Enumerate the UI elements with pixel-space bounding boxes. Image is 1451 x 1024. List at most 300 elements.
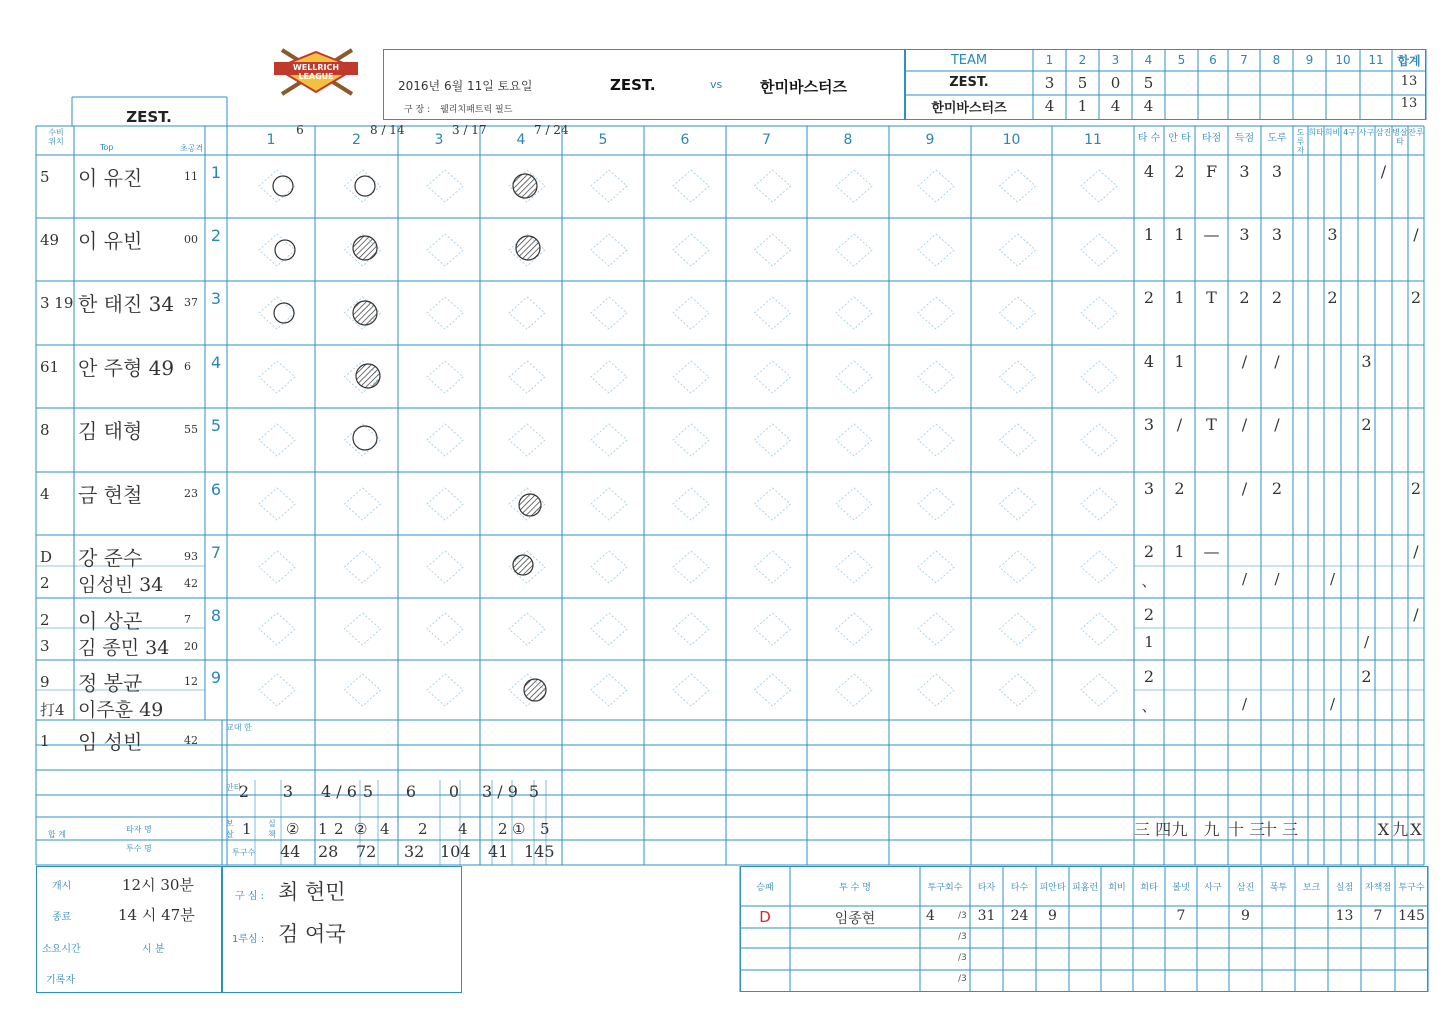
total-walk-error: 2 [498,820,508,838]
sub-player-stat: 1 [1144,633,1154,651]
player-stat: 1 [1174,542,1185,561]
total-pitches: 104 [440,842,471,861]
base-diamond [345,424,381,456]
base-diamond [259,613,295,645]
base-diamond [1000,234,1036,266]
player-stat: 2 [1271,288,1283,307]
total-pitches: 44 [280,842,301,861]
sheet-top-label: Top [100,143,114,152]
base-diamond [591,551,627,583]
base-diamond [1081,613,1117,645]
base-diamond [918,234,954,266]
base-diamond [673,613,709,645]
player-stat: F [1205,162,1218,181]
base-diamond [836,551,872,583]
player-stat: 2 [1239,288,1250,307]
base-diamond [345,613,381,645]
player-stat: T [1206,415,1217,434]
player-name: 이 상곤 [78,609,143,633]
player-stat: / [1274,415,1280,434]
player-stat: 2 [1361,667,1372,686]
player-stat: 3 [1271,225,1283,244]
total-hits: 3 / 9 [482,782,518,801]
line-score-cell: 5 [1077,74,1088,92]
stat-total: 三 四 [1134,820,1172,839]
sub-player-stat: / [1241,695,1248,713]
base-diamond [836,613,872,645]
sub-player-name: 이주훈 49 [78,699,164,721]
stat-total: 十 三 [1228,820,1266,839]
inning-header-3: 3 [434,132,444,148]
pitching-header: 사구 [1204,883,1222,893]
base-diamond [427,674,463,706]
player-stat: / [1413,225,1419,244]
player-stat: 1 [1143,225,1155,244]
line-score-cell: 4 [1143,97,1154,115]
inning-header-note: 7 / 24 [534,123,569,137]
pitching-runs: 13 [1335,908,1354,924]
base-diamond [427,361,463,393]
total-pitches: 28 [318,842,339,861]
batting-order: 7 [210,543,222,562]
player-name: 이 유빈 [78,229,143,253]
player-stat: / [1413,542,1419,561]
line-score-inning-7: 7 [1240,53,1248,67]
player-stat: 3 [1239,162,1250,181]
pitching-header: 볼넷 [1172,883,1190,893]
player-stat: 4 [1143,352,1155,371]
pitching-header: 희비 [1108,883,1126,893]
player-stat: 1 [1174,225,1185,244]
player-number: 12 [184,675,198,688]
total-walk-error: 2 [334,820,344,838]
base-diamond [259,674,295,706]
base-diamond [591,613,627,645]
player-number: 42 [184,734,198,747]
base-diamond [1000,361,1036,393]
line-score-inning-11: 11 [1368,53,1384,67]
total-pitches: 72 [356,842,377,861]
stat-total: 九 [1392,820,1409,839]
total-hits: 4 / 6 [321,782,357,801]
line-score-row-1-team: ZEST. [949,75,989,90]
stadium-name: 웰리치패트릭 필드 [440,105,513,115]
base-diamond [918,551,954,583]
inning-header-6: 6 [680,132,690,148]
home-team: ZEST. [610,76,656,94]
base-diamond [836,488,872,520]
pitching-innings-fraction: /3 [958,911,967,921]
line-score-team-label: TEAM [950,53,988,68]
player-number: 93 [184,550,198,563]
base-diamond [427,613,463,645]
stat-header: 희비 [1324,128,1341,137]
run-mark [274,303,294,323]
base-diamond [509,297,545,329]
duration-value: 시 분 [142,944,165,955]
player-pos: 3 19 [40,294,74,312]
base-diamond [755,234,791,266]
base-diamond [673,234,709,266]
base-diamond [259,551,295,583]
run-mark [356,364,380,388]
sub-player-name: 임성빈 34 [78,574,164,596]
player-stat: 2 [1327,288,1338,307]
base-diamond [427,297,463,329]
base-diamond [755,170,791,202]
player-stat: 3 [1271,162,1283,181]
base-diamond [259,488,295,520]
inning-header-4: 4 [516,132,526,148]
base-diamond [836,170,872,202]
player-stat: 4 [1143,162,1155,181]
base-diamond [755,551,791,583]
total-hits: 0 [448,782,460,801]
pitching-innings: 4 [926,908,935,924]
base-umpire-name: 검 여국 [278,922,346,946]
base-diamond [591,234,627,266]
pitching-header: 승패 [756,883,774,893]
run-mark [273,176,293,196]
total-hits: 3 [282,782,294,801]
sub-player-pos: 打4 [40,701,65,719]
total-hits: 5 [362,782,374,801]
player-number: 55 [184,423,198,436]
base-diamond [1081,297,1117,329]
base-diamond [673,551,709,583]
inning-header-2: 2 [352,132,361,148]
base-diamond [509,424,545,456]
player-stat: 3 [1143,479,1155,498]
player-stat: 3 [1361,352,1372,371]
player-name: 한 태진 34 [78,292,175,316]
base-diamond [1000,613,1036,645]
base-diamond [427,170,463,202]
player-stat: 2 [1410,288,1422,307]
total-hits: 5 [528,782,540,801]
player-pos: 5 [40,168,50,186]
base-diamond [427,424,463,456]
base-diamond [673,674,709,706]
player-stat: 2 [1410,479,1422,498]
sub-player-stat: / [1329,695,1336,713]
line-score-cell: 0 [1110,74,1121,92]
player-stat: 1 [1174,352,1185,371]
player-number: 11 [184,170,198,183]
base-diamond [259,170,295,202]
away-team: 한미바스터즈 [760,78,847,96]
sub-player-stat: 、 [1141,697,1157,715]
batting-order: 6 [210,480,222,499]
inning-header-note: 8 / 14 [370,123,405,137]
inning-header-1: 1 [266,132,276,148]
totals-errors-label: 실책 [268,819,276,839]
player-name: 김 태형 [78,419,143,443]
batting-order: 4 [210,353,222,372]
base-diamond [836,424,872,456]
line-score-inning-8: 8 [1272,53,1281,67]
player-stat: 2 [1143,288,1155,307]
batting-order: 5 [210,416,222,435]
stat-header: 타점 [1201,133,1222,144]
pitching-header: 보크 [1302,883,1321,893]
base-diamond [836,361,872,393]
sub-player-stat: / [1329,570,1336,588]
stat-header: 타 수 [1137,133,1161,144]
base-diamond [673,361,709,393]
sheet-opp-label: 초공격 [180,144,204,153]
player-stat: / [1413,605,1419,624]
sub-player-stat: / [1274,570,1280,588]
batting-order: 8 [210,606,222,625]
line-score-inning-4: 4 [1144,53,1153,67]
line-score-inning-1: 1 [1045,53,1054,67]
line-score-inning-10: 10 [1335,53,1351,67]
run-mark [513,174,537,198]
start-time: 12시 30분 [122,876,194,894]
stat-total: 九 [1171,820,1188,839]
line-score-inning-2: 2 [1078,53,1087,67]
player-stat: 2 [1174,479,1185,498]
pitching-header: 삼진 [1236,883,1255,893]
base-diamond [755,674,791,706]
run-mark [524,679,546,701]
total-walk-error: ② [286,820,300,838]
line-score-row-1-total: 13 [1400,74,1418,89]
player-stat: / [1241,479,1248,498]
line-score-inning-9: 9 [1305,53,1314,67]
base-diamond [755,613,791,645]
inning-header-note: 3 / 17 [452,123,487,137]
base-diamond [591,297,627,329]
base-diamond [259,424,295,456]
stat-header: 득점 [1234,133,1255,144]
pitching-header: 투 수 명 [839,883,871,893]
umpire-label: 구 심 : [235,891,265,902]
stat-header: 4구 [1343,128,1356,137]
run-mark [516,236,540,260]
inning-header-5: 5 [598,132,608,148]
totals-walks-label: 보살 [226,819,234,839]
stat-header: 병살타 [1392,128,1408,146]
inning-header-note: 6 [296,123,304,137]
run-mark [353,426,377,450]
sub-player-stat: / [1241,570,1248,588]
umpire-name: 최 현민 [278,880,346,904]
base-diamond [591,488,627,520]
base-diamond [755,488,791,520]
player-stat: 2 [1143,542,1155,561]
line-score-cell: 5 [1143,74,1154,92]
sub-player-pos: 2 [40,574,50,592]
pitching-innings-fraction: /3 [958,932,967,942]
pitching-header: 실점 [1335,883,1354,893]
player-pos: 49 [40,231,60,249]
inning-header-8: 8 [843,132,853,148]
total-pitches: 32 [404,842,425,861]
stat-header: 안 타 [1168,133,1191,144]
player-stat: / [1380,162,1387,181]
base-diamond [427,234,463,266]
base-diamond [918,613,954,645]
run-mark [355,176,375,196]
total-walk-error: 4 [380,820,390,838]
inning-header-9: 9 [925,132,935,148]
base-diamond [1081,674,1117,706]
line-score-cell: 3 [1044,74,1055,92]
base-diamond [836,234,872,266]
run-mark [353,301,377,325]
player-stat: — [1203,225,1220,244]
base-diamond [755,361,791,393]
base-diamond [259,297,295,329]
total-walk-error: 5 [540,820,550,838]
base-diamond [591,170,627,202]
total-walk-error: ① [512,820,526,838]
base-diamond [509,361,545,393]
total-walk-error: 1 [318,820,328,838]
base-diamond [673,170,709,202]
total-pitches: 145 [524,842,555,861]
pitching-innings-fraction: /3 [958,953,967,963]
base-diamond [918,297,954,329]
sub-player-stat: / [1363,633,1370,651]
player-stat: 3 [1143,415,1155,434]
base-diamond [509,613,545,645]
player-stat: 2 [1174,162,1185,181]
base-diamond [591,361,627,393]
base-diamond [259,361,295,393]
line-score-cell: 1 [1077,97,1088,115]
pitching-innings-fraction: /3 [958,974,967,984]
pitching-hits: 9 [1048,908,1057,924]
sub-player-pos: 3 [40,637,50,655]
run-mark [353,236,377,260]
totals-pitches-label: 투구수 [232,848,256,857]
base-diamond [427,551,463,583]
game-info-divider [221,866,223,993]
player-stat: / [1274,352,1280,371]
stat-total: 十 三 [1261,820,1299,839]
player-pos: 4 [40,485,50,503]
sub-player-number: 20 [184,640,198,653]
player-pos: 2 [40,611,50,629]
base-diamond [755,297,791,329]
base-diamond [1081,424,1117,456]
base-diamond [345,488,381,520]
base-diamond [918,361,954,393]
pitching-header: 희타 [1140,883,1158,893]
player-stat: 3 [1327,225,1338,244]
base-diamond [673,424,709,456]
base-diamond [1081,488,1117,520]
player-name: 임 성빈 [78,730,143,754]
pitching-pitches: 145 [1398,908,1425,924]
line-score-inning-5: 5 [1177,53,1186,67]
player-pos: 61 [40,358,60,376]
player-stat: T [1206,288,1217,307]
vs-label: vs [710,78,723,91]
line-score-row-2-total: 13 [1400,96,1418,111]
line-score-cell: 4 [1044,97,1055,115]
batting-order: 1 [210,163,222,182]
duration-label: 소요시간 [42,944,81,955]
stat-header: 잔루 [1408,128,1424,137]
base-umpire-label: 1루심 : [232,934,265,945]
stat-header: 도루 [1267,133,1287,144]
stat-header: 희타 [1308,128,1324,137]
sheet-pos-label: 수비 위치 [48,128,64,146]
totals-pitcher-label: 투수 명 [126,844,152,853]
end-label: 종료 [52,912,72,923]
player-stat: / [1176,415,1183,434]
player-stat: — [1203,542,1220,561]
stadium-label: 구 장 : [404,105,431,115]
stat-header: 삼진 [1375,128,1392,137]
player-stat: 1 [1174,288,1185,307]
player-stat: / [1241,352,1248,371]
player-stat: / [1241,415,1248,434]
player-stat: 2 [1271,479,1283,498]
inning-header-7: 7 [762,132,771,148]
stat-header: 도루자 [1296,128,1305,155]
batting-order: 9 [210,668,222,687]
base-diamond [259,234,295,266]
pitching-header: 타수 [1010,883,1029,893]
total-walk-error: 2 [418,820,428,838]
base-diamond [1000,424,1036,456]
player-name: 정 봉균 [78,671,143,695]
line-score-row-2-team: 한미바스터즈 [931,101,1007,116]
game-date: 2016년 6월 11일 토요일 [398,79,533,93]
base-diamond [1000,297,1036,329]
base-diamond [427,488,463,520]
line-score-inning-6: 6 [1209,53,1217,67]
sub-player-name: 김 종민 34 [78,637,170,659]
base-diamond [673,488,709,520]
player-number: 23 [184,487,198,500]
stat-total: X [1377,820,1390,839]
pitching-result: D [759,908,771,926]
base-diamond [918,488,954,520]
total-hits: 2 [238,782,250,801]
pitching-header: 폭투 [1269,883,1288,893]
player-number: 7 [184,613,191,626]
logo-text: WELLRICH LEAGUE [292,63,340,81]
stat-total: 九 [1203,820,1220,839]
batting-order: 2 [210,226,222,245]
base-diamond [1081,361,1117,393]
total-pitches: 41 [488,842,509,861]
recorder-label: 기록자 [46,975,75,986]
base-diamond [1000,170,1036,202]
base-diamond [345,551,381,583]
run-mark [513,555,533,575]
base-diamond [345,674,381,706]
line-score-cell: 4 [1110,97,1121,115]
totals-batter-label: 타자 명 [126,825,152,834]
start-label: 개시 [52,881,72,892]
base-diamond [918,424,954,456]
base-diamond [591,674,627,706]
pitching-header: 투구수 [1398,883,1425,893]
player-number: 37 [184,296,198,309]
total-walk-error: ② [354,820,368,838]
player-pos: 9 [40,673,50,691]
pitching-name: 임종현 [834,911,876,927]
total-walk-error: 4 [458,820,468,838]
player-stat: 2 [1143,605,1155,624]
